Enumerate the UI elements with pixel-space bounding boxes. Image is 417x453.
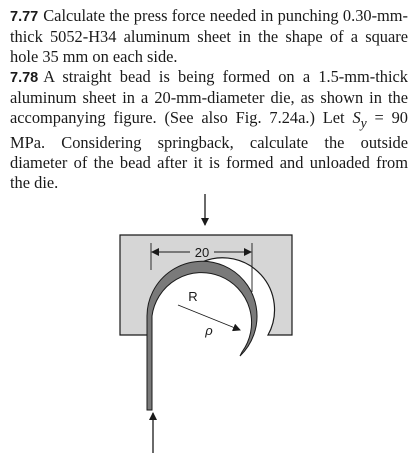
bead-forming-figure: [0, 185, 417, 453]
problem-number: 7.78: [10, 70, 39, 86]
radius-label: R: [188, 289, 198, 304]
problem-text: Calculate the press force needed in punching 0.30-mm-thick 5052-H34 aluminum sheet in the shape of a square hole 35 mm on each side.: [10, 6, 408, 66]
sheet-bead: [147, 261, 257, 410]
dimension-label: 20: [194, 245, 210, 260]
problem-7-77: [10, 6, 408, 67]
problem-7-78: [10, 67, 408, 193]
problem-text-part-2: = 90 MPa. Considering springback, calculate the outside diameter of the bead after it is formed and unloaded from the die.: [10, 108, 408, 193]
problem-text-part-1: A straight bead is being formed on a 1.5-mm-thick aluminum sheet in a 20-mm-diameter die, as shown in the accompanying figure. (See also Fig. 7.24a.) Let: [10, 67, 408, 127]
rho-label: ρ: [205, 323, 213, 338]
yield-strength-symbol: S: [352, 108, 361, 127]
problem-number: 7.77: [10, 9, 39, 25]
yield-strength-subscript: y: [360, 115, 367, 131]
